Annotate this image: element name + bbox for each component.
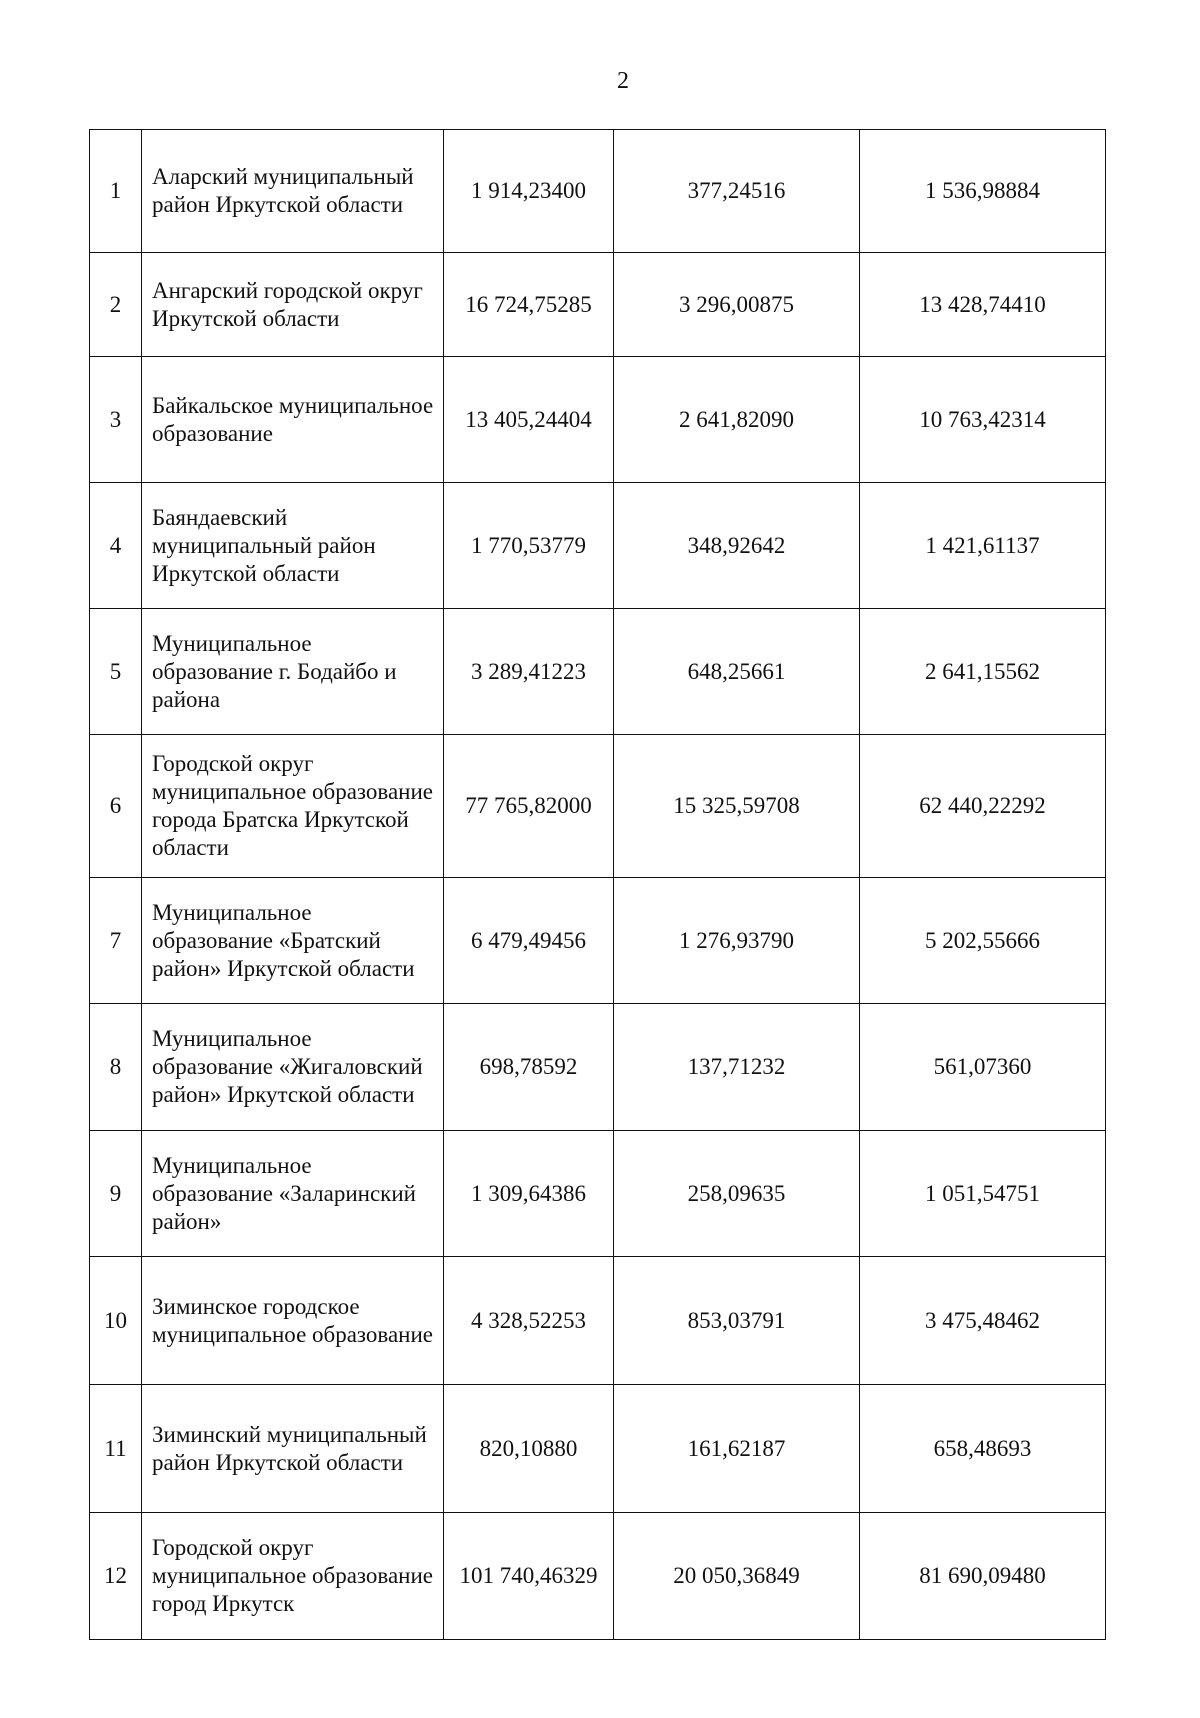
value-third: 62 440,22292 [860, 735, 1106, 878]
row-number: 5 [90, 609, 142, 735]
value-third: 2 641,15562 [860, 609, 1106, 735]
row-number: 1 [90, 130, 142, 253]
value-third: 10 763,42314 [860, 357, 1106, 483]
municipality-name: Муниципальное образование «Жигаловский район» Иркутской области [142, 1004, 444, 1131]
municipality-name: Городской округ муниципальное образование город Иркутск [142, 1513, 444, 1640]
row-number: 3 [90, 357, 142, 483]
value-second: 348,92642 [614, 483, 860, 609]
row-number: 7 [90, 878, 142, 1004]
data-table [89, 129, 1106, 1640]
value-total: 101 740,46329 [444, 1513, 614, 1640]
row-number: 11 [90, 1385, 142, 1513]
row-number: 4 [90, 483, 142, 609]
value-third: 1 536,98884 [860, 130, 1106, 253]
value-total: 16 724,75285 [444, 253, 614, 357]
value-third: 5 202,55666 [860, 878, 1106, 1004]
row-number: 9 [90, 1131, 142, 1257]
value-third: 81 690,09480 [860, 1513, 1106, 1640]
value-total: 1 309,64386 [444, 1131, 614, 1257]
table-row [90, 1131, 1106, 1257]
row-number: 2 [90, 253, 142, 357]
value-third: 561,07360 [860, 1004, 1106, 1131]
table-row [90, 130, 1106, 253]
municipality-name: Зиминский муниципальный район Иркутской области [142, 1385, 444, 1513]
table-row [90, 609, 1106, 735]
table-row [90, 483, 1106, 609]
value-third: 1 421,61137 [860, 483, 1106, 609]
value-total: 13 405,24404 [444, 357, 614, 483]
value-second: 20 050,36849 [614, 1513, 860, 1640]
table-row [90, 878, 1106, 1004]
municipality-name: Баяндаевский муниципальный район Иркутской области [142, 483, 444, 609]
value-second: 258,09635 [614, 1131, 860, 1257]
municipality-name: Муниципальное образование «Заларинский район» [142, 1131, 444, 1257]
value-third: 3 475,48462 [860, 1257, 1106, 1385]
value-third: 658,48693 [860, 1385, 1106, 1513]
value-total: 820,10880 [444, 1385, 614, 1513]
value-total: 4 328,52253 [444, 1257, 614, 1385]
value-second: 3 296,00875 [614, 253, 860, 357]
table-row [90, 1385, 1106, 1513]
value-total: 6 479,49456 [444, 878, 614, 1004]
value-second: 15 325,59708 [614, 735, 860, 878]
page-number: 2 [617, 68, 629, 94]
value-second: 648,25661 [614, 609, 860, 735]
municipality-name: Зиминское городское муниципальное образование [142, 1257, 444, 1385]
table-row [90, 357, 1106, 483]
value-total: 698,78592 [444, 1004, 614, 1131]
value-third: 13 428,74410 [860, 253, 1106, 357]
table-row [90, 1004, 1106, 1131]
value-total: 1 914,23400 [444, 130, 614, 253]
row-number: 12 [90, 1513, 142, 1640]
municipality-name: Городской округ муниципальное образование города Братска Иркутской области [142, 735, 444, 878]
value-second: 853,03791 [614, 1257, 860, 1385]
table-row [90, 1513, 1106, 1640]
value-third: 1 051,54751 [860, 1131, 1106, 1257]
row-number: 6 [90, 735, 142, 878]
value-total: 77 765,82000 [444, 735, 614, 878]
municipality-name: Байкальское муниципальное образование [142, 357, 444, 483]
table-row [90, 253, 1106, 357]
municipality-name: Муниципальное образование «Братский район» Иркутской области [142, 878, 444, 1004]
value-second: 137,71232 [614, 1004, 860, 1131]
municipality-name: Ангарский городской округ Иркутской области [142, 253, 444, 357]
municipality-name: Муниципальное образование г. Бодайбо и района [142, 609, 444, 735]
value-second: 161,62187 [614, 1385, 860, 1513]
municipality-name: Аларский муниципальный район Иркутской области [142, 130, 444, 253]
value-second: 2 641,82090 [614, 357, 860, 483]
value-total: 1 770,53779 [444, 483, 614, 609]
row-number: 8 [90, 1004, 142, 1131]
table-row [90, 735, 1106, 878]
value-second: 1 276,93790 [614, 878, 860, 1004]
row-number: 10 [90, 1257, 142, 1385]
value-total: 3 289,41223 [444, 609, 614, 735]
value-second: 377,24516 [614, 130, 860, 253]
table-row [90, 1257, 1106, 1385]
